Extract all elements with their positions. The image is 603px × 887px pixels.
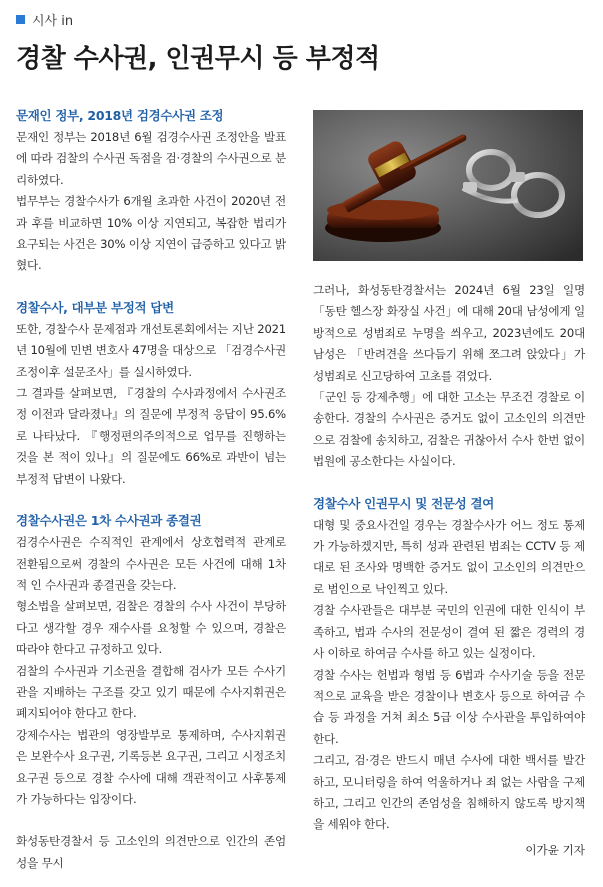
left-column — [16, 106, 286, 874]
right-column — [313, 280, 585, 836]
section-marker-icon — [16, 15, 25, 24]
byline: 이가윤 기자 — [525, 843, 585, 857]
section-header — [16, 9, 73, 29]
headline: 경찰 수사권, 인권무시 등 부정적 — [16, 44, 380, 74]
paragraph: 검찰의 수사권과 기소권을 결합해 검사가 모든 수사기관을 지배하는 구조를 갖고 있기 때문에 수사지휘권은 폐지되어야 한다고 한다. — [16, 663, 286, 721]
paragraph: 강제수사는 법관의 영장발부로 통제하며, 수사지휘권은 보완수사 요구권, 기록등본 요구권, 그리고 시정조치 요구권 등으로 경찰 수사에 대해 객관적이고 사후통제가 가능하다는 입장이다. — [16, 727, 286, 806]
gavel-handcuffs-photo — [313, 110, 583, 261]
paragraph: 그리고, 검·경은 반드시 매년 수사에 대한 백서를 발간하고, 모니터링을 하여 억울하거나 죄 없는 사람을 구제하고, 그리고 인간의 존엄성을 침해하지 않도록 방지책을 세워야 한다. — [313, 753, 585, 832]
subheading: 문재인 정부, 2018년 검경수사권 조정 — [16, 108, 224, 123]
paragraph: 화성동탄경찰서 등 고소인의 의견만으로 인간의 존엄성을 무시 — [16, 834, 286, 870]
subheading: 경찰수사권은 1차 수사권과 종결권 — [16, 513, 202, 529]
paragraph: 형소법을 살펴보면, 검찰은 경찰의 수사 사건이 부당하다고 생각할 경우 재수사를 요청할 수 있으며, 경찰은 따라야 한다고 규정하고 있다. — [16, 599, 286, 657]
paragraph: 경찰 수사관들은 대부분 국민의 인권에 대한 인식이 부족하고, 법과 수사의 전문성이 결여 된 짧은 경력의 경사 이하로 하여금 수사를 하고 있는 실정이다. — [313, 603, 585, 661]
paragraph: 검경수사권은 수직적인 관계에서 상호협력적 관계로 전환됨으로써 경찰의 수사권은 모든 사건에 대해 1차적 인 수사권과 종결권을 갖는다. — [16, 535, 286, 592]
paragraph: 대형 및 중요사건일 경우는 경찰수사가 어느 정도 통제가 가능하겠지만, 특히 성과 관련된 범죄는 CCTV 등 제대로 된 조사와 명백한 증거도 없이 고소인의 의견만으로 범인으로 낙인찍고 있다. — [313, 517, 585, 596]
paragraph: 법무부는 경찰수사가 6개월 초과한 사건이 2020년 전과 후를 비교하면 10% 이상 지연되고, 복잡한 법리가 요구되는 사건은 30% 이상 지연이 급증하고 있다고 밝혔다. — [16, 194, 286, 273]
paragraph: 또한, 경찰수사 문제점과 개선토론회에서는 지난 2021년 10월에 민변 변호사 47명을 대상으로 「검경수사권 조정이후 설문조사」를 실시하였다. — [16, 321, 287, 379]
paragraph: 그러나, 화성동탄경찰서는 2024년 6월 23일 일명 「동탄 헬스장 화장실 사건」에 대해 20대 남성에게 일방적으로 성범죄로 누명을 씌우고, 2023년에도 20대 남성은 「반려견을 쓰다듬기 위해 쪼그려 앉았다」가 성범죄로 신고당하여 고초를 겪었다. — [313, 283, 585, 383]
section-label: 시사 in — [32, 13, 74, 29]
subheading: 경찰수사 인권무시 및 전문성 결여 — [313, 495, 495, 511]
subheading: 경찰수사, 대부분 부정적 답변 — [16, 299, 174, 315]
paragraph: 경찰 수사는 헌법과 형법 등 6법과 수사기술 등을 전문적으로 교육을 받은 경찰이나 변호사 등으로 하여금 수습 등 과정을 거쳐 최소 5급 이상 수사관을 투입하여야 한다. — [313, 667, 585, 746]
paragraph: 「군인 등 강제추행」에 대한 고소는 무조건 경찰로 이송한다. 경찰의 수사권은 증거도 없이 고소인의 의견만으로 검찰에 송치하고, 검찰은 귀찮아서 수사 한번 없이 법원에 공소한다는 사실이다. — [313, 390, 585, 469]
paragraph: 문재인 정부는 2018년 6월 검경수사권 조정안을 발표에 따라 검찰의 수사권 독점을 검·경찰의 수사권으로 분리하였다. — [16, 130, 286, 187]
paragraph: 그 결과를 살펴보면, 『경찰의 수사과정에서 수사권조정 이전과 달라졌나』의 질문에 부정적 응답이 95.6%로 나타났다. 『행정편의주의적으로 업무를 진행하는 것을 본 적이 있나』의 질문에도 66%로 과반이 넘는 부정적 답변이 나왔다. — [16, 386, 286, 486]
